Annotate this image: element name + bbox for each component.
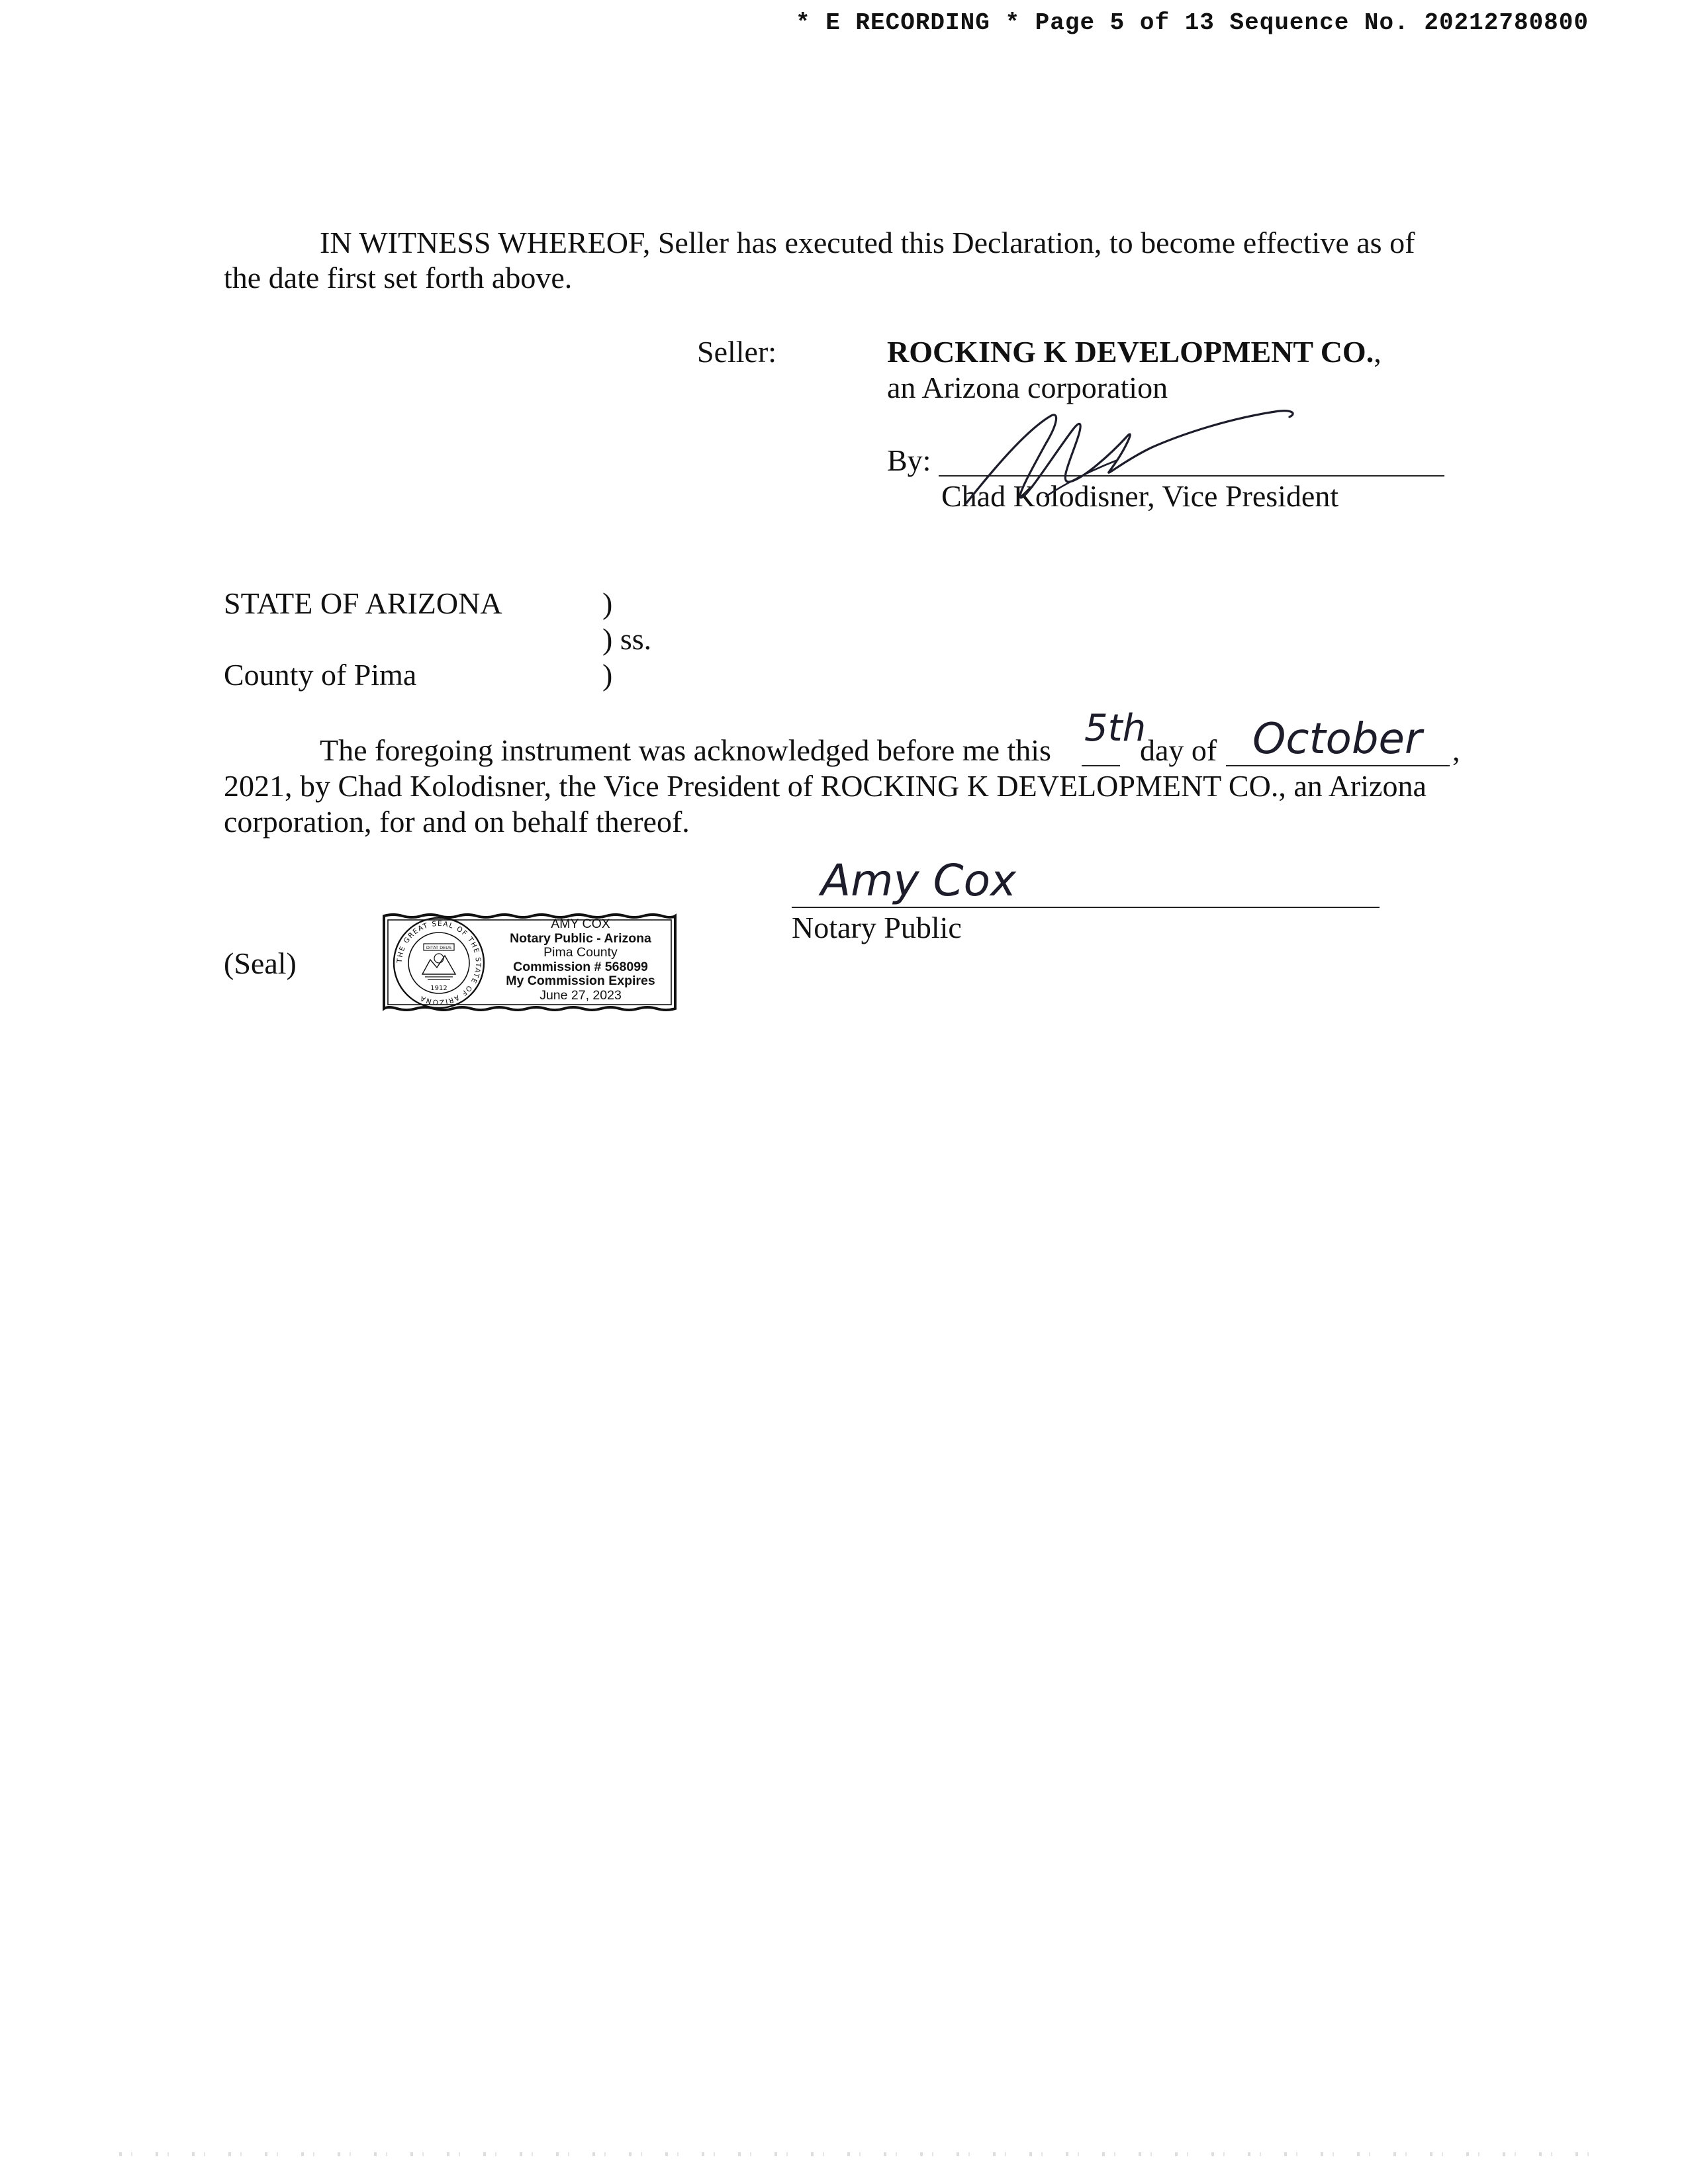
stamp-expires-date: June 27, 2023 — [539, 987, 622, 1003]
company-name: ROCKING K DEVELOPMENT CO. — [887, 335, 1374, 369]
scan-noise-line — [119, 2152, 1602, 2156]
seal-label: (Seal) — [224, 946, 297, 980]
ack-line-1-start: The foregoing instrument was acknowledged before me this — [320, 733, 1051, 767]
ack-day-of: day of — [1140, 733, 1217, 767]
witness-line-2: the date first set forth above. — [224, 261, 573, 295]
witness-paragraph — [224, 225, 1468, 295]
signer-name-title: Chad Kolodisner, Vice President — [941, 479, 1339, 513]
venue-paren-ss: ) ss. — [602, 622, 652, 656]
arizona-state-seal-icon — [389, 913, 489, 1013]
witness-line-1: IN WITNESS WHEREOF, Seller has executed this Declaration, to become effective as of — [320, 226, 1415, 259]
venue-county: County of Pima — [224, 658, 417, 692]
notary-signature-line — [792, 907, 1380, 908]
seller-signature — [953, 397, 1324, 516]
stamp-commission-number: Commission # 568099 — [513, 959, 648, 974]
day-handwritten: 5th — [1084, 707, 1147, 750]
notary-stamp — [380, 912, 679, 1013]
stamp-text-block — [491, 917, 670, 1003]
month-handwritten: October — [1252, 715, 1423, 764]
recording-header: * E RECORDING * Page 5 of 13 Sequence No. 20212780800 — [796, 9, 1589, 36]
day-blank-line — [1082, 765, 1120, 766]
notary-public-label: Notary Public — [792, 911, 962, 944]
stamp-notary-name: AMY COX — [551, 917, 610, 931]
ack-line-1-comma: , — [1452, 733, 1460, 767]
seal-year: 1912 — [430, 985, 447, 992]
venue-paren-bottom: ) — [602, 658, 613, 692]
stamp-notary-title: Notary Public - Arizona — [510, 931, 651, 946]
notary-signature: Amy Cox — [821, 855, 1017, 906]
by-label: By: — [887, 443, 931, 477]
seal-banner-text: DITAT DEUS — [426, 945, 452, 950]
ack-line-2: 2021, by Chad Kolodisner, the Vice President of ROCKING K DEVELOPMENT CO., an Arizona — [224, 769, 1427, 803]
stamp-county: Pima County — [543, 945, 618, 960]
month-blank-line — [1226, 765, 1450, 766]
venue-paren-top: ) — [602, 586, 613, 620]
company-type: an Arizona corporation — [887, 371, 1168, 404]
company-name-line — [887, 334, 1382, 371]
ack-line-3: corporation, for and on behalf thereof. — [224, 805, 690, 839]
company-name-comma: , — [1374, 335, 1382, 369]
venue-state: STATE OF ARIZONA — [224, 586, 502, 620]
seal-ring-text: THE GREAT SEAL OF THE STATE OF ARIZONA — [395, 919, 483, 1007]
stamp-expires-label: My Commission Expires — [506, 974, 655, 988]
seller-label: Seller: — [697, 335, 777, 369]
